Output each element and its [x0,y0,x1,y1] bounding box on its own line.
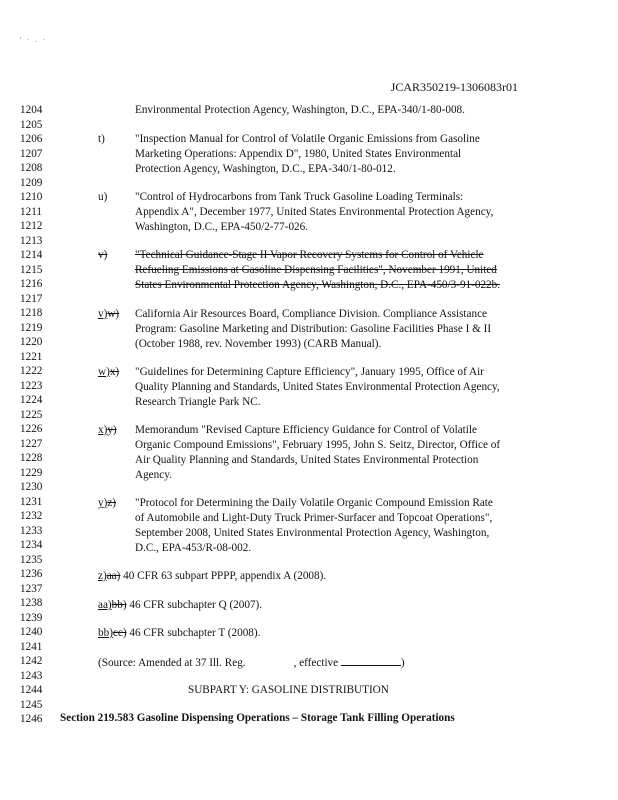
entry-text: 46 CFR subchapter Q (2007). [129,599,263,611]
line-number-text: 1215 [20,263,43,276]
line-number-text: 1224 [20,394,43,406]
line-number-text: 1229 [20,466,43,479]
line-number [0,351,618,364]
line-number [0,481,618,494]
document-id: JCAR350219-1306083r01 [390,80,518,94]
line-number [0,119,618,132]
entry-text: Agency. [135,469,172,481]
source-mid: , effective [293,657,339,669]
entry-label-new: x) [98,424,108,436]
line-number-text: 1225 [20,408,43,421]
line-number-text: 1207 [20,147,43,160]
entry-aa [0,570,618,583]
line-1204 [0,104,618,117]
entry-x [0,366,618,379]
entry-text: Research Triangle Park NC. [135,396,261,408]
line-number-text: 1243 [20,669,43,682]
line-number [0,670,618,683]
entry-text: D.C., EPA-453/R-08-002. [135,542,252,554]
line-number-text: 1231 [20,495,43,508]
line-number-text: 1237 [20,582,43,595]
effective-date-blank [341,655,401,666]
entry-label-old: bb) [111,599,127,611]
line-number-text: 1239 [20,611,43,624]
entry-text: Washington, D.C., EPA-450/2-77-026. [135,221,309,233]
entry-label-new: bb) [98,627,113,639]
line-number-text: 1217 [20,292,43,305]
line-number-text: 1233 [20,524,43,537]
line-number [0,583,618,596]
line-number-text: 1214 [20,249,43,261]
line-number-text: 1241 [20,640,43,653]
entry-text: Quality Planning and Standards, United States Environmental Protection Agency, [135,381,500,393]
entry-text: September 2008, United States Environmental Protection Agency, Washington, [135,527,490,539]
entry-v-deleted [0,249,618,262]
line-number-text: 1213 [20,234,43,247]
entry-text: Organic Compound Emissions", February 1995, John S. Seitz, Director, Office of [135,439,501,451]
entry-label-new: y) [98,497,108,509]
line-number-text: 1245 [20,698,43,711]
entry-label-old: x) [109,366,120,378]
scan-mark: ' · . · [20,36,47,44]
line-number-text: 1209 [20,176,43,189]
entry-text: Marketing Operations: Appendix D", 1980, United States Environmental [135,148,462,160]
line-number-text: 1227 [20,437,43,450]
line-number-text: 1205 [20,118,43,131]
line-number-text: 1240 [20,626,43,638]
entry-label: t) [98,133,105,145]
entry-text: "Technical Guidance-Stage II Vapor Recovery Systems for Control of Vehicle [135,249,484,261]
entry-text: Protection Agency, Washington, D.C., EPA-340/1-80-012. [135,163,396,175]
entry-label-new: w) [98,366,110,378]
line-number-text: 1244 [20,684,43,696]
entry-text: Appendix A", December 1977, United States Environmental Protection Agency, [135,206,494,218]
line-number-text: 1212 [20,220,43,232]
line-number-text: 1208 [20,162,43,174]
line-number-text: 1234 [20,539,43,551]
entry-label-old: y) [107,424,117,436]
line-number-text: 1219 [20,321,43,334]
line-number [0,554,618,567]
line-number-text: 1221 [20,350,43,363]
line-number-text: 1226 [20,423,43,435]
subpart-title: SUBPART Y: GASOLINE DISTRIBUTION [188,684,389,696]
source-suffix: ) [400,657,405,669]
line-number [0,641,618,654]
line-number [0,699,618,712]
line-number-text: 1220 [20,336,43,348]
entry-text: 40 CFR 63 subpart PPPP, appendix A (2008). [123,570,327,582]
entry-bb [0,599,618,612]
line-number-text: 1216 [20,278,43,290]
line-number-text: 1232 [20,510,43,522]
line-number-text: 1223 [20,379,43,392]
entry-text: of Automobile and Light-Duty Truck Primer-Surfacer and Topcoat Operations", [135,512,493,524]
line-number-text: 1211 [20,205,42,218]
line-number-text: 1206 [20,133,43,145]
section-title: Section 219.583 Gasoline Dispensing Operations – Storage Tank Filling Operations [60,712,455,724]
line-number-text: 1222 [20,365,43,377]
line-number-text: 1236 [20,568,43,580]
entry-text: Program: Gasoline Marketing and Distribution: Gasoline Facilities Phase I & II [135,323,492,335]
entry-label-new: aa) [98,599,112,611]
line-number-text: 1204 [20,104,43,116]
line-number-text: 1210 [20,191,43,203]
entry-label-old: z) [107,497,117,509]
entry-t [0,133,618,146]
entry-label-old: w) [107,308,120,320]
entry-text: Air Quality Planning and Standards, United States Environmental Protection [135,454,479,466]
entry-text: 46 CFR subchapter T (2008). [129,627,261,639]
entry-text: (October 1988, rev. November 1993) (CARB Manual). [135,338,382,350]
entry-w [0,308,618,321]
entry-text: "Control of Hydrocarbons from Tank Truck Gasoline Loading Terminals: [135,191,464,203]
entry-text: "Protocol for Determining the Daily Volatile Organic Compound Emission Rate [135,497,493,509]
entry-label-old: cc) [112,627,127,639]
entry-label-new: v) [98,308,108,320]
subpart-heading [0,684,618,697]
section-heading [0,712,618,725]
line-number-text: 1218 [20,307,43,319]
line-number-text: 1238 [20,597,43,609]
source-note [0,655,618,668]
entry-text: California Air Resources Board, Compliance Division. Compliance Assistance [135,308,488,320]
entry-text: States Environmental Protection Agency, Washington, D.C., EPA-450/3-91-022b. [135,279,501,291]
line-number-text: 1230 [20,481,43,493]
entry-label: v) [98,249,108,261]
source-prefix: (Source: Amended at 37 Ill. Reg. [98,657,246,669]
entry-text: Refueling Emissions at Gasoline Dispensing Facilities", November 1991, United [135,264,497,276]
line-number-text: 1228 [20,452,43,464]
entry-text: Memorandum "Revised Capture Efficiency Guidance for Control of Volatile [135,424,477,436]
entry-text: Environmental Protection Agency, Washington, D.C., EPA-340/1-80-008. [135,104,465,116]
entry-u [0,191,618,204]
entry-y [0,424,618,437]
entry-text: "Guidelines for Determining Capture Efficiency", January 1995, Office of Air [135,366,484,378]
line-number [0,409,618,422]
line-number [0,293,618,306]
line-number [0,235,618,248]
entry-label-old: aa) [106,570,121,582]
line-number [0,177,618,190]
line-number-text: 1246 [20,713,43,725]
line-number [0,612,618,625]
entry-z [0,497,618,510]
line-number-text: 1242 [20,655,43,667]
entry-cc [0,627,618,640]
entry-label: u) [98,191,108,203]
entry-label-new: z) [98,570,107,582]
line-number-text: 1235 [20,553,43,566]
entry-text: "Inspection Manual for Control of Volatile Organic Emissions from Gasoline [135,133,480,145]
